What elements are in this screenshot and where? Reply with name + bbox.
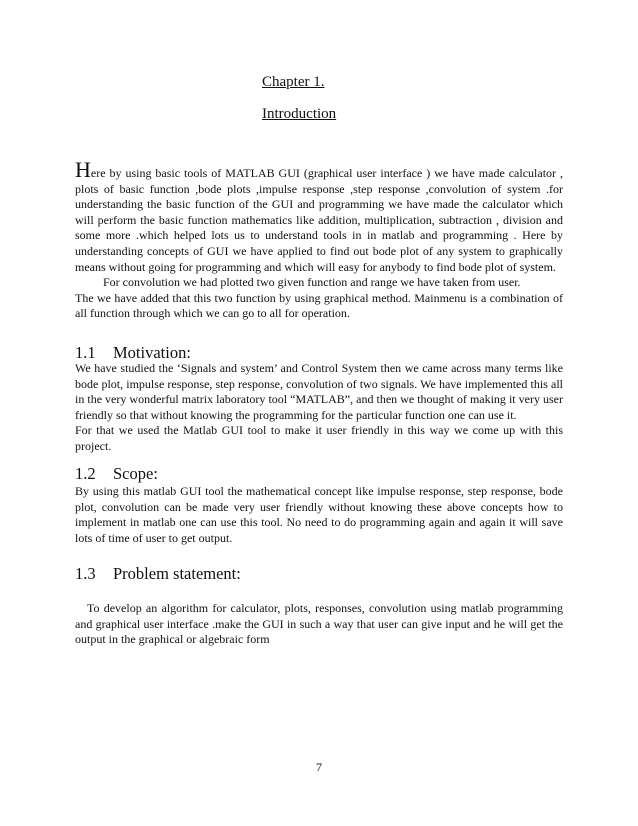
intro-paragraph-2: For convolution we had plotted two given function and range we have taken from user. bbox=[103, 275, 521, 290]
section-number: 1.1 bbox=[75, 343, 96, 362]
scope-paragraph: By using this matlab GUI tool the mathematical concept like impulse response, step response, bode plot, convolution can be made very user friendly without knowing these above concepts how to implement in matlab one can use this tool. No need to do programming again and again it will save lots of time of user to get output. bbox=[75, 484, 563, 545]
section-number: 1.2 bbox=[75, 464, 96, 483]
chapter-title-rest: ntroduction bbox=[267, 106, 337, 122]
scope-section bbox=[75, 484, 563, 546]
chapter-title-first-letter: I bbox=[262, 106, 267, 122]
chapter-title bbox=[262, 106, 462, 123]
drop-cap: H bbox=[75, 157, 91, 182]
chapter-number: Chapter 1. bbox=[262, 74, 325, 90]
motivation-paragraph-2: For that we used the Matlab GUI tool to make it user friendly in this way we come up with this project. bbox=[75, 423, 563, 453]
problem-statement-section bbox=[75, 601, 563, 648]
section-heading-problem-statement bbox=[75, 564, 241, 584]
section-title: Scope: bbox=[113, 464, 158, 483]
section-heading-motivation bbox=[75, 343, 191, 363]
section-heading-scope bbox=[75, 464, 158, 484]
page-number: 7 bbox=[316, 760, 322, 774]
section-number: 1.3 bbox=[75, 564, 96, 583]
section-title: Motivation: bbox=[113, 343, 191, 362]
problem-statement-paragraph: To develop an algorithm for calculator, plots, responses, convolution using matlab programming and graphical user interface .make the GUI in such a way that user can give input and he will get the output in the graphical or algebraic form bbox=[75, 601, 563, 647]
motivation-paragraph-1: We have studied the ‘Signals and system’ and Control System then we came across many terms like bode plot, impulse response, step response, convolution of two signals. We have implemented this all in the very wonderful matrix laboratory tool “MATLAB”, and then we thought of making it very user friendly so that without knowing the programming for the particular function one can use it. bbox=[75, 361, 563, 422]
intro-section bbox=[75, 157, 563, 322]
motivation-section bbox=[75, 361, 563, 455]
intro-paragraph-1-text: ere by using basic tools of MATLAB GUI (graphical user interface ) we have made calculator , plots of basic function ,bode plots ,impulse response ,step response ,convolution of system .for understanding the basic function of the GUI and programming we have made the calculator which will perform the basic function mathematics like addition, multiplication, subtraction , division and some more .which helped lots us to understand tools in in matlab and programming . Here by understanding concepts of GUI we have applied to find out bode plot of any system to graphically means without going for programming and which will easy for anybody to find bode plot of system. bbox=[75, 166, 563, 274]
intro-paragraph-1 bbox=[75, 157, 563, 275]
section-title: Problem statement: bbox=[113, 564, 241, 583]
intro-paragraph-3: The we have added that this two function by using graphical method. Mainmenu is a combination of all function through which we can go to all for operation. bbox=[75, 290, 563, 321]
